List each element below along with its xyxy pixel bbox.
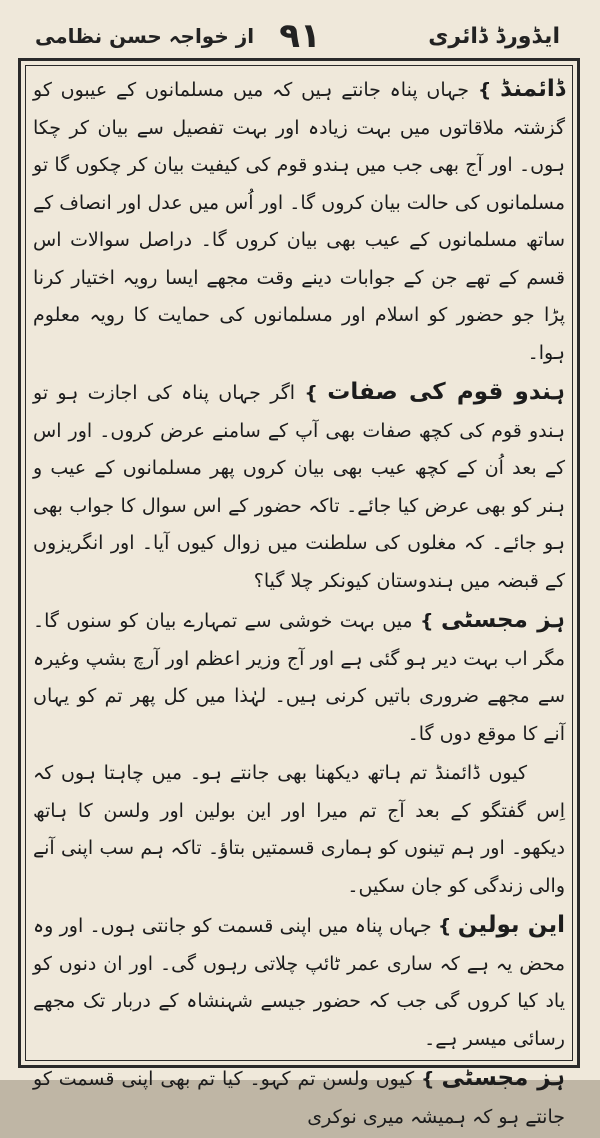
brace-mark: } [420, 610, 434, 632]
speaker-label: این بولین [457, 912, 565, 938]
paragraph [33, 602, 565, 753]
brace-mark: } [421, 1068, 435, 1090]
page-body [33, 71, 565, 1138]
page-number: ۹۱ [279, 16, 321, 56]
author-name: از خواجہ حسن نظامی [35, 24, 255, 48]
paragraph-text: اگر جہاں پناہ کی اجازت ہو تو ہندو قوم کی کچھ صفات بھی آپ کے سامنے عرض کروں۔ اور اس کے بعد اُن کے کچھ عیب بھی بیان کروں پھر مسلمانوں کے عیب و ہنر کو بھی عرض کیا جائے۔ تاکہ حضور کے اس سوال کا جواب بھی ہو جائے۔ کہ مغلوں کی سلطنت میں زوال کیوں آیا۔ اور انگریزوں کے قبضہ میں ہندوستان کیونکر چلا گیا؟ [33, 382, 565, 592]
brace-mark: } [304, 382, 318, 404]
speaker-label: ہز مجسٹی [441, 1065, 565, 1091]
paragraph [33, 374, 565, 600]
page-header [20, 14, 580, 60]
paragraph-text: جہاں پناہ میں اپنی قسمت کو جانتی ہوں۔ اور وہ محض یہ ہے کہ ساری عمر ٹائپ چلاتی رہوں گی۔ اور ان دنوں کو یاد کیا کروں گی جب کہ حضور جیسے شہنشاہ کے دربار تک مجھے رسائی میسر ہے۔ [33, 915, 565, 1050]
paragraph-text: جہاں پناہ جانتے ہیں کہ میں مسلمانوں کے عیبوں کو گزشتہ ملاقاتوں میں بہت زیادہ اور بہت تفصیل سے بیان کر چکا ہوں۔ اور آج بھی جب میں ہندو قوم کی کیفیت بیان کر چکوں گا تو مسلمانوں کی حالت بیان کروں گا۔ اور اُس میں عدل اور انصاف کے ساتھ مسلمانوں کے عیب بھی بیان کروں گا۔ دراصل سوالات اس قسم کے تھے جن کے جوابات دینے وقت مجھے ایسا رویہ اختیار کرنا پڑا جو حضور کو اسلام اور مسلمانوں کی حمایت کا رویہ معلوم ہوا۔ [33, 79, 565, 364]
paragraph [33, 71, 565, 372]
speaker-label: ڈائمنڈ [500, 76, 565, 102]
paragraph [33, 755, 565, 905]
text-frame [18, 58, 580, 1128]
paragraph [33, 1060, 565, 1136]
paragraph-text: کیوں ولسن تم کہو۔ کیا تم بھی اپنی قسمت کو جانتے ہو کہ ہمیشہ میری نوکری [33, 1068, 565, 1128]
book-title: ایڈورڈ ڈائری [428, 24, 560, 49]
speaker-label: ہندو قوم کی صفات [327, 379, 565, 405]
paragraph [33, 907, 565, 1058]
speaker-label: ہز مجسٹی [440, 607, 566, 633]
brace-mark: } [437, 915, 452, 937]
paragraph-text: میں بہت خوشی سے تمہارے بیان کو سنوں گا۔ مگر اب بہت دیر ہو گئی ہے اور آج وزیر اعظم اور آرچ بشپ وغیرہ سے مجھے ضروری باتیں کرنی ہیں۔ لہٰذا میں کل پھر تم کو یہاں آنے کا موقع دوں گا۔ [33, 610, 565, 745]
paragraph-text: کیوں ڈائمنڈ تم ہاتھ دیکھنا بھی جانتے ہو۔ میں چاہتا ہوں کہ اِس گفتگو کے بعد آج تم میرا اور این بولین اور ولسن کا ہاتھ دیکھو۔ اور ہم تینوں کو ہماری قسمتیں بتاؤ۔ تاکہ ہم سب اپنی آنے والی زندگی کو جان سکیں۔ [33, 762, 565, 897]
brace-mark: } [477, 79, 492, 101]
